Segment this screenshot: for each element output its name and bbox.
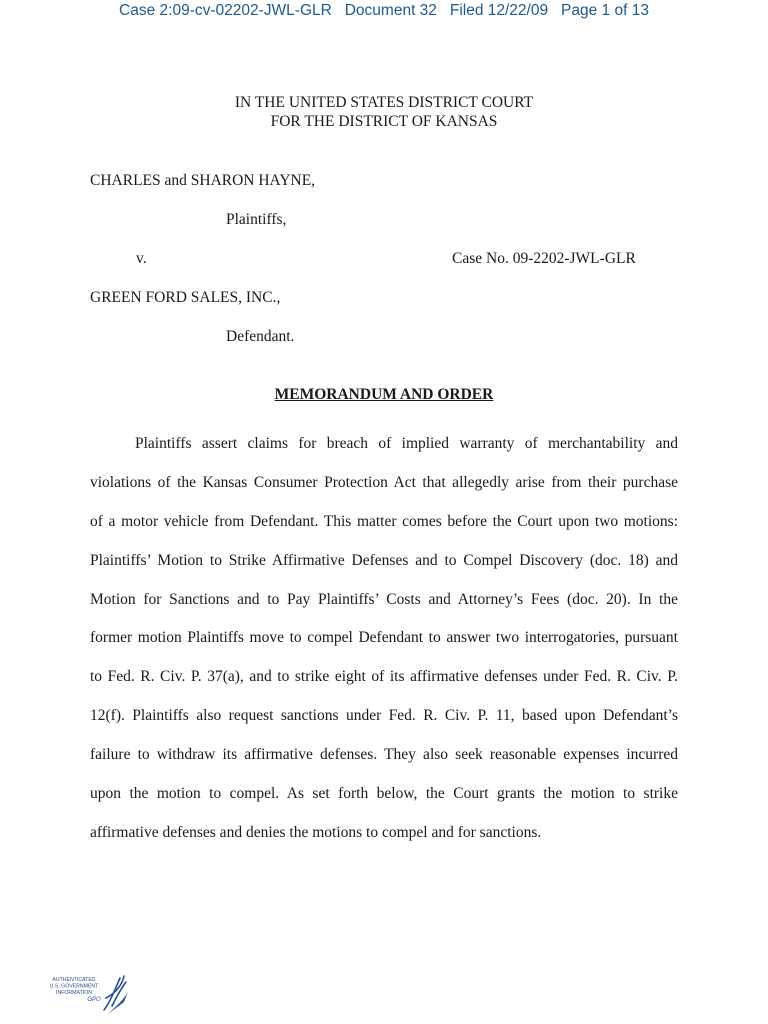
stamp-document-number: Document 32 <box>344 2 437 19</box>
gpo-text-line: INFORMATION <box>56 990 92 996</box>
body-line: Plaintiffs’ Motion to Strike Affirmative Defenses and to Compel Discovery (doc. 18) and <box>90 551 678 569</box>
stamp-filed-date: Filed 12/22/09 <box>449 2 549 19</box>
gpo-text-line: AUTHENTICATED <box>52 977 96 983</box>
body-line: former motion Plaintiffs move to compel Defendant to answer two interrogatories, pursuant <box>90 629 678 647</box>
gpo-text-line: U.S. GOVERNMENT <box>49 983 99 990</box>
body-line: failure to withdraw its affirmative defenses. They also seek reasonable expenses incurred <box>90 746 678 764</box>
ecf-header-stamp <box>0 0 768 22</box>
plaintiffs-name: CHARLES and SHARON HAYNE, <box>90 172 316 189</box>
body-line: Plaintiffs assert claims for breach of implied warranty of merchantability and <box>135 435 678 452</box>
body-line: violations of the Kansas Consumer Protection Act that allegedly arise from their purchase <box>90 473 678 491</box>
body-line: Motion for Sanctions and to Pay Plaintiffs’ Costs and Attorney’s Fees (doc. 20). In the <box>90 590 678 608</box>
court-name-line2: FOR THE DISTRICT OF KANSAS <box>270 113 498 130</box>
gpo-text-line: GPO <box>87 997 101 1003</box>
body-line: 12(f). Plaintiffs also request sanctions under Fed. R. Civ. P. 11, based upon Defendant’s <box>90 707 678 725</box>
defendant-role: Defendant. <box>226 328 295 345</box>
body-paragraph <box>90 425 678 853</box>
court-name-line1: IN THE UNITED STATES DISTRICT COURT <box>234 94 534 111</box>
body-line: upon the motion to compel. As set forth below, the Court grants the motion to strike <box>90 785 678 803</box>
plaintiffs-role: Plaintiffs, <box>226 211 287 228</box>
case-number: Case No. 09-2202-JWL-GLR <box>452 250 636 267</box>
document-title: MEMORANDUM AND ORDER <box>274 386 494 403</box>
defendant-name: GREEN FORD SALES, INC., <box>90 289 281 306</box>
stamp-page-count: Page 1 of 13 <box>561 2 649 19</box>
body-line: affirmative defenses and denies the motions to compel and for sanctions. <box>90 823 542 841</box>
gpo-authentication-eagle-icon <box>44 972 130 1018</box>
body-line: to Fed. R. Civ. P. 37(a), and to strike eight of its affirmative defenses under Fed. R. Civ. P. <box>90 668 678 686</box>
versus: v. <box>136 250 147 267</box>
body-line: of a motor vehicle from Defendant. This matter comes before the Court upon two motions: <box>90 512 678 530</box>
stamp-case-number: Case 2:09-cv-02202-JWL-GLR <box>119 2 332 19</box>
